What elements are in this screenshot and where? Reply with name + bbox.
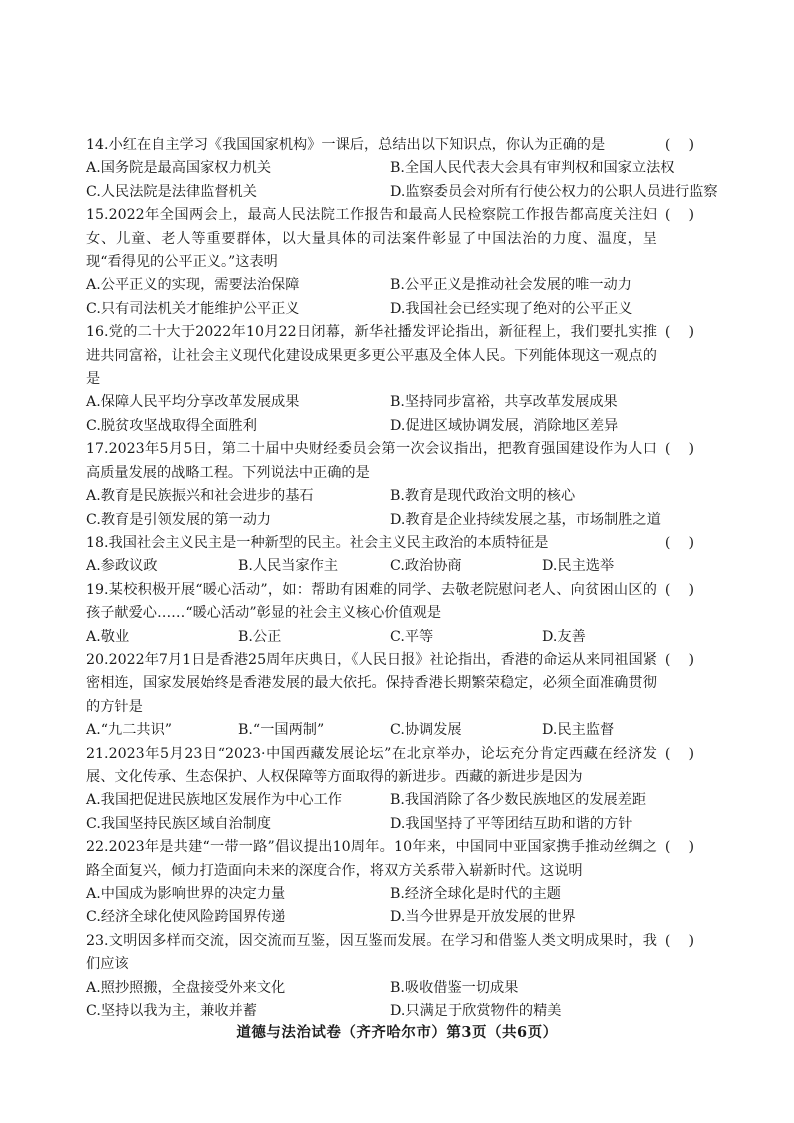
option-c[interactable]: C.经济全球化使风险跨国界传递 — [86, 909, 286, 926]
option-b[interactable]: B.公平正义是推动社会发展的唯一动力 — [390, 277, 632, 294]
option-d[interactable]: D.教育是企业持续发展之基，市场制胜之道 — [390, 511, 661, 528]
answer-bracket[interactable]: ( ) — [664, 534, 694, 551]
options — [86, 789, 694, 836]
option-a[interactable]: A.参政议政 — [86, 558, 158, 575]
option-d[interactable]: D.当今世界是开放发展的世界 — [390, 909, 576, 926]
question-stem: 17.2023年5月5日，第二十届中央财经委员会第一次会议指出，把教育强国建设作为人口高质量发展的战略工程。下列说法中正确的是 — [86, 441, 657, 481]
question-stem-row — [86, 930, 694, 977]
question-15 — [86, 204, 694, 321]
option-b[interactable]: B.全国人民代表大会具有审判权和国家立法权 — [390, 160, 675, 177]
question-16 — [86, 321, 694, 438]
question-20 — [86, 649, 694, 743]
question-21 — [86, 743, 694, 837]
question-14 — [86, 134, 718, 204]
option-b[interactable]: B.经济全球化是时代的主题 — [390, 886, 561, 902]
option-d[interactable]: D.我国社会已经实现了绝对的公平正义 — [390, 300, 633, 317]
question-stem-row — [86, 579, 694, 626]
answer-bracket[interactable]: ( ) — [664, 932, 694, 949]
answer-bracket[interactable]: ( ) — [664, 581, 694, 598]
answer-bracket[interactable]: ( ) — [664, 651, 694, 668]
question-stem: 23.文明因多样而交流，因交流而互鉴，因互鉴而发展。在学习和借鉴人类文明成果时，我们应该 — [86, 932, 657, 973]
option-c[interactable]: C.我国坚持民族区域自治制度 — [86, 815, 272, 832]
options — [86, 157, 718, 204]
question-stem-row — [86, 321, 694, 391]
question-stem-row — [86, 204, 694, 274]
option-a[interactable]: A.我国把促进民族地区发展作为中心工作 — [86, 792, 342, 809]
question-stem-row — [86, 438, 694, 485]
question-stem: 19.某校积极开展“暖心活动”，如：帮助有困难的同学、去敬老院慰问老人、向贫困山区的孩子献爱心……“暖心活动”彰显的社会主义核心价值观是 — [86, 581, 657, 622]
question-stem-row — [86, 134, 694, 157]
option-b[interactable]: B.“一国两制” — [238, 722, 325, 739]
options — [86, 883, 694, 930]
question-stem: 20.2022年7月1日是香港25周年庆典日，《人民日报》社论指出，香港的命运从来同祖国紧密相连，国家发展始终是香港发展的最大依托。保持香港长期繁荣稳定，必须全面准确贯彻的方针是 — [86, 651, 657, 715]
options — [86, 555, 694, 578]
option-a[interactable]: A.“九二共识” — [86, 722, 173, 739]
question-18 — [86, 532, 694, 579]
option-d[interactable]: D.民主选举 — [542, 558, 615, 575]
answer-bracket[interactable]: ( ) — [664, 324, 694, 341]
option-a[interactable]: A.敬业 — [86, 628, 130, 645]
option-d[interactable]: D.我国坚持了平等团结互助和谐的方针 — [390, 815, 633, 832]
page-footer: 道德与法治试卷（齐齐哈尔市）第3页（共6页） — [236, 1024, 558, 1041]
option-b[interactable]: B.教育是现代政治文明的核心 — [390, 488, 576, 505]
question-stem: 18.我国社会主义民主是一种新型的民主。社会主义民主政治的本质特征是 — [86, 534, 549, 551]
options — [86, 719, 694, 742]
options — [86, 485, 694, 532]
options — [86, 626, 694, 649]
answer-bracket[interactable]: ( ) — [664, 137, 694, 153]
question-stem: 22.2023年是共建“一带一路”倡议提出10周年。10年来，中国同中亚国家携手推动丝绸之路全面复兴，倾力打造面向未来的深度合作，将双方关系带入崭新时代。这说明 — [86, 839, 657, 879]
option-c[interactable]: C.脱贫攻坚战取得全面胜利 — [86, 417, 257, 434]
option-c[interactable]: C.教育是引领发展的第一动力 — [86, 511, 272, 528]
option-a[interactable]: A.照抄照搬，全盘接受外来文化 — [86, 979, 286, 996]
question-stem-row — [86, 836, 694, 883]
question-stem: 21.2023年5月23日“2023·中国西藏发展论坛”在北京举办，论坛充分肯定西藏在经济发展、文化传承、生态保护、人权保障等方面取得的新进步。西藏的新进步是因为 — [86, 745, 657, 785]
option-d[interactable]: D.友善 — [542, 628, 586, 645]
option-b[interactable]: B.我国消除了各少数民族地区的发展差距 — [390, 792, 647, 809]
question-23 — [86, 930, 694, 1024]
option-d[interactable]: D.监察委员会对所有行使公权力的公职人员进行监察 — [390, 183, 718, 200]
option-d[interactable]: D.只满足于欣赏物件的精美 — [390, 1003, 562, 1020]
question-stem-row — [86, 743, 694, 790]
option-c[interactable]: C.坚持以我为主，兼收并蓄 — [86, 1003, 257, 1020]
option-a[interactable]: A.中国成为影响世界的决定力量 — [86, 886, 286, 902]
option-b[interactable]: B.坚持同步富裕，共享改革发展成果 — [390, 394, 618, 411]
option-c[interactable]: C.平等 — [390, 628, 434, 645]
option-c[interactable]: C.政治协商 — [390, 558, 462, 575]
option-b[interactable]: B.公正 — [238, 628, 282, 645]
option-a[interactable]: A.保障人民平均分享改革发展成果 — [86, 394, 300, 411]
options — [86, 391, 694, 438]
answer-bracket[interactable]: ( ) — [664, 745, 694, 762]
question-list — [86, 134, 718, 1023]
question-stem-row — [86, 649, 694, 719]
answer-bracket[interactable]: ( ) — [664, 207, 694, 224]
answer-bracket[interactable]: ( ) — [664, 839, 694, 856]
options — [86, 977, 694, 1024]
option-b[interactable]: B.吸收借鉴一切成果 — [390, 979, 519, 996]
option-c[interactable]: C.协调发展 — [390, 722, 462, 739]
option-d[interactable]: D.民主监督 — [542, 722, 615, 739]
option-a[interactable]: A.国务院是最高国家权力机关 — [86, 160, 272, 177]
option-a[interactable]: A.教育是民族振兴和社会进步的基石 — [86, 488, 314, 505]
question-stem: 16.党的二十大于2022年10月22日闭幕，新华社播发评论指出，新征程上，我们要扎实推进共同富裕，让社会主义现代化建设成果更多更公平惠及全体人民。下列能体现这一观点的是 — [86, 324, 657, 388]
option-c[interactable]: C.只有司法机关才能维护公平正义 — [86, 300, 300, 317]
option-b[interactable]: B.人民当家作主 — [238, 558, 339, 575]
question-stem: 14.小红在自主学习《我国国家机构》一课后，总结出以下知识点，你认为正确的是 — [86, 137, 606, 153]
question-stem: 15.2022年全国两会上，最高人民法院工作报告和最高人民检察院工作报告都高度关注妇女、儿童、老人等重要群体，以大量具体的司法案件彰显了中国法治的力度、温度，呈现“看得见的公平正义。”这表明 — [86, 207, 657, 271]
option-d[interactable]: D.促进区域协调发展，消除地区差异 — [390, 417, 619, 434]
options — [86, 274, 694, 321]
question-stem-row — [86, 532, 694, 555]
question-17 — [86, 438, 694, 532]
question-19 — [86, 579, 694, 649]
question-22 — [86, 836, 694, 930]
option-a[interactable]: A.公平正义的实现，需要法治保障 — [86, 277, 300, 294]
answer-bracket[interactable]: ( ) — [664, 441, 694, 458]
option-c[interactable]: C.人民法院是法律监督机关 — [86, 183, 257, 200]
